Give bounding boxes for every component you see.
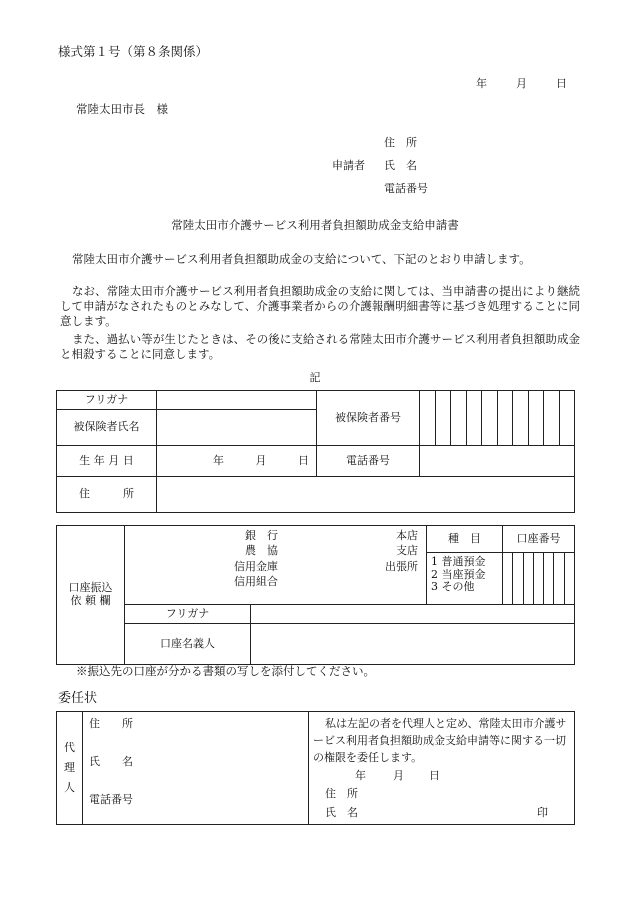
inst-shinkin: 信用金庫	[234, 560, 278, 573]
insured-name-label: 被保険者氏名	[57, 410, 157, 446]
delegation-year: 年	[355, 769, 366, 782]
delegation-day: 日	[429, 769, 440, 782]
phone-field[interactable]	[420, 446, 575, 477]
date-month-label: 月	[516, 77, 527, 90]
insured-name-field[interactable]	[157, 410, 317, 446]
institution-field[interactable]	[125, 526, 427, 605]
account-holder-label: 口座名義人	[125, 624, 251, 665]
account-number-header: 口座番号	[503, 526, 575, 553]
insured-number-field[interactable]	[420, 391, 575, 446]
holder-furigana-label: フリガナ	[125, 605, 251, 624]
form-number: 様式第１号（第８条関係）	[58, 44, 209, 59]
date-year-label: 年	[476, 77, 487, 90]
type-other: 3 その他	[431, 580, 475, 594]
applicant-name-label: 氏 名	[384, 159, 417, 172]
birthdate-field[interactable]	[157, 446, 317, 477]
document-title: 常陸太田市介護サービス利用者負担額助成金支給申請書	[171, 218, 459, 232]
branch-honten: 本店	[396, 529, 418, 542]
proxy-table	[56, 711, 575, 825]
proxy-phone-label: 電話番号	[89, 793, 133, 806]
proxy-info-field[interactable]	[83, 712, 309, 825]
proxy-side-label	[57, 712, 83, 825]
delegator-address-label: 住 所	[325, 787, 358, 800]
account-holder-field[interactable]	[251, 624, 575, 665]
account-type-header: 種 目	[427, 526, 503, 553]
bank-section-label-2: 依 頼 欄	[70, 594, 111, 607]
type-toza: 2 当座預金	[431, 567, 486, 581]
account-type-options[interactable]	[427, 553, 503, 605]
seal-label: 印	[537, 806, 548, 819]
birthdate-label: 生 年 月 日	[57, 446, 157, 477]
delegation-month: 月	[393, 769, 404, 782]
body-paragraph-2: なお、常陸太田市介護サービス利用者負担額助成金の支給に関しては、当申請書の提出により継続して申請がなされたものとみなして、介護事業者からの介護報酬明細書等に基づき処理することに同意します。	[60, 284, 580, 328]
delegation-statement: 私は左記の者を代理人と定め、常陸太田市介護サービス利用者負担額助成金支給申請等に関する一切の権限を委任します。	[313, 717, 567, 764]
inst-shinkumi: 信用組合	[234, 575, 278, 588]
address-label: 住 所	[57, 477, 157, 513]
applicant-phone-label: 電話番号	[384, 182, 428, 195]
applicant-role-label: 申請者	[332, 159, 365, 172]
inst-nokyo: 農 協	[245, 544, 278, 557]
proxy-address-label: 住 所	[89, 717, 133, 730]
bank-section-label-1: 口座振込	[68, 581, 113, 595]
address-field[interactable]	[157, 477, 575, 513]
branch-shiten: 支店	[396, 544, 418, 557]
bank-table	[56, 525, 575, 665]
delegator-name-label: 氏 名	[325, 806, 358, 819]
date-day-label: 日	[556, 77, 567, 90]
furigana-label: フリガナ	[57, 391, 157, 410]
addressee: 常陸太田市長 様	[76, 102, 168, 116]
proxy-heading: 委任状	[58, 691, 98, 706]
holder-furigana-field[interactable]	[251, 605, 575, 624]
ki-label: 記	[309, 371, 321, 384]
proxy-side-text: 代理人	[64, 741, 75, 794]
insured-table	[56, 390, 575, 513]
delegation-statement-field[interactable]	[309, 712, 575, 825]
phone-label: 電話番号	[317, 446, 420, 477]
insured-number-label: 被保険者番号	[317, 391, 420, 446]
furigana-field[interactable]	[157, 391, 317, 410]
type-futsu: 1 普通預金	[431, 555, 486, 568]
attachment-note: ※振込先の口座が分かる書類の写しを添付してください。	[76, 664, 375, 678]
body-paragraph-3: また、過払い等が生じたときは、その後に支給される常陸太田市介護サービス利用者負担額助成金と相殺することに同意します。	[60, 332, 580, 361]
proxy-name-label: 氏 名	[89, 755, 133, 768]
branch-shutchojo: 出張所	[385, 560, 418, 573]
body-paragraph-1: 常陸太田市介護サービス利用者負担額助成金の支給について、下記のとおり申請します。	[72, 252, 531, 266]
inst-bank: 銀 行	[245, 529, 278, 542]
applicant-address-label: 住 所	[384, 136, 417, 149]
account-number-field[interactable]	[503, 553, 575, 605]
birth-year: 年	[213, 453, 224, 467]
birth-month: 月	[255, 453, 267, 467]
birth-day: 日	[298, 453, 309, 467]
bank-section-label	[57, 526, 125, 665]
